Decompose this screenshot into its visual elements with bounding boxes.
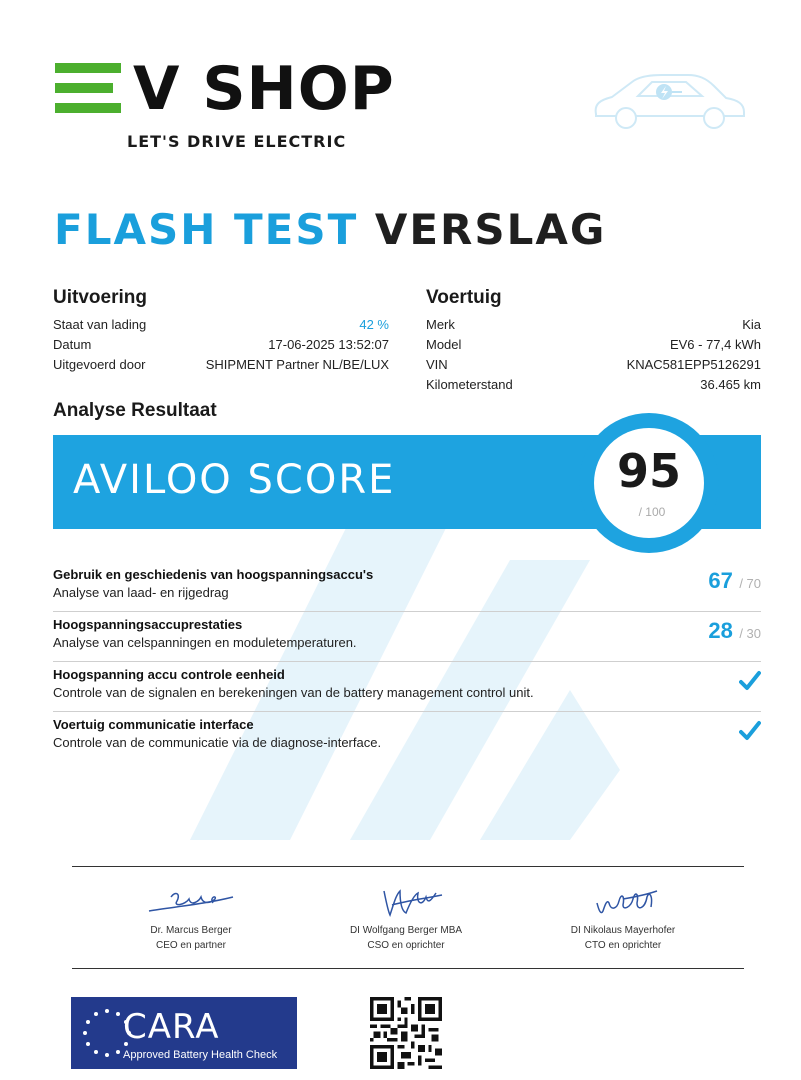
signature-block	[91, 885, 291, 953]
logo-text: V SHOP	[133, 54, 395, 124]
divider-bottom	[72, 968, 744, 969]
analyse-heading: Analyse Resultaat	[53, 400, 217, 421]
cara-subtitle: Approved Battery Health Check	[123, 1049, 278, 1061]
uitvoering-table	[53, 315, 389, 375]
result-description: Analyse van laad- en rijgedrag	[53, 585, 229, 600]
result-row	[53, 712, 761, 762]
qr-code-icon[interactable]	[370, 997, 442, 1069]
result-score-value: 67	[708, 568, 733, 593]
result-score	[708, 618, 761, 644]
info-label: Kilometerstand	[426, 377, 513, 392]
signature-name: Dr. Marcus Berger	[150, 925, 232, 936]
info-value: 17-06-2025 13:52:07	[268, 337, 389, 352]
info-row	[426, 375, 761, 395]
info-label: Uitgevoerd door	[53, 357, 146, 372]
ev-shop-logo	[55, 54, 435, 124]
electric-car-icon	[590, 70, 748, 132]
result-score-max: / 30	[739, 626, 761, 641]
handwritten-signature-berger	[141, 885, 241, 919]
cara-badge	[71, 997, 297, 1069]
voertuig-heading: Voertuig	[426, 287, 502, 308]
tagline: LET'S DRIVE ELECTRIC	[127, 132, 347, 151]
signature-role: CSO en oprichter	[367, 940, 445, 951]
result-title: Hoogspanningsaccuprestaties	[53, 617, 243, 632]
score-value: 95	[616, 444, 681, 498]
signature-role: CTO en oprichter	[584, 940, 662, 951]
report-title	[54, 205, 606, 254]
result-row	[53, 662, 761, 712]
result-description: Controle van de communicatie via de diagnose-interface.	[53, 735, 382, 750]
signature-block	[306, 885, 506, 953]
logo-e-icon	[55, 60, 125, 116]
result-score-value: 28	[708, 618, 733, 643]
result-score-max: / 70	[739, 576, 761, 591]
info-row	[426, 315, 761, 335]
info-label: VIN	[426, 357, 448, 372]
signature-block	[523, 885, 723, 953]
signature-name: DI Nikolaus Mayerhofer	[570, 925, 676, 936]
info-value: KNAC581EPP5126291	[626, 357, 761, 372]
voertuig-table	[426, 315, 761, 395]
result-description: Analyse van celspanningen en moduletemperaturen.	[53, 635, 357, 650]
report-title-part1: FLASH TEST	[54, 205, 359, 254]
signature-role: CEO en partner	[155, 940, 227, 951]
info-value: 42 %	[359, 317, 389, 332]
info-value: SHIPMENT Partner NL/BE/LUX	[205, 357, 389, 372]
handwritten-signature-mayerhofer	[573, 885, 673, 919]
info-row	[53, 315, 389, 335]
result-score	[708, 568, 761, 594]
report-title-part2: VERSLAG	[374, 205, 607, 254]
info-label: Model	[426, 337, 462, 352]
result-title: Gebruik en geschiedenis van hoogspanningsaccu's	[53, 567, 374, 582]
signature-name: DI Wolfgang Berger MBA	[349, 925, 463, 936]
info-label: Datum	[53, 337, 92, 352]
handwritten-signature-wolfgang	[356, 885, 456, 919]
check-icon	[739, 670, 761, 692]
aviloo-score-label: AVILOO SCORE	[73, 457, 396, 503]
info-row	[426, 335, 761, 355]
info-label: Merk	[426, 317, 455, 332]
info-row	[53, 355, 389, 375]
result-title: Voertuig communicatie interface	[53, 717, 254, 732]
divider-top	[72, 866, 744, 867]
uitvoering-heading: Uitvoering	[53, 287, 147, 308]
result-row	[53, 612, 761, 662]
result-description: Controle van de signalen en berekeningen van de battery management control unit.	[53, 685, 534, 700]
info-value: Kia	[742, 317, 761, 332]
info-row	[426, 355, 761, 375]
info-value: EV6 - 77,4 kWh	[669, 337, 761, 352]
result-title: Hoogspanning accu controle eenheid	[53, 667, 285, 682]
info-label: Staat van lading	[53, 317, 147, 332]
info-value: 36.465 km	[700, 377, 761, 392]
score-max: / 100	[638, 505, 666, 519]
result-row	[53, 562, 761, 612]
check-icon	[739, 720, 761, 742]
cara-logo-text: CARA	[123, 1007, 220, 1047]
info-row	[53, 335, 389, 355]
